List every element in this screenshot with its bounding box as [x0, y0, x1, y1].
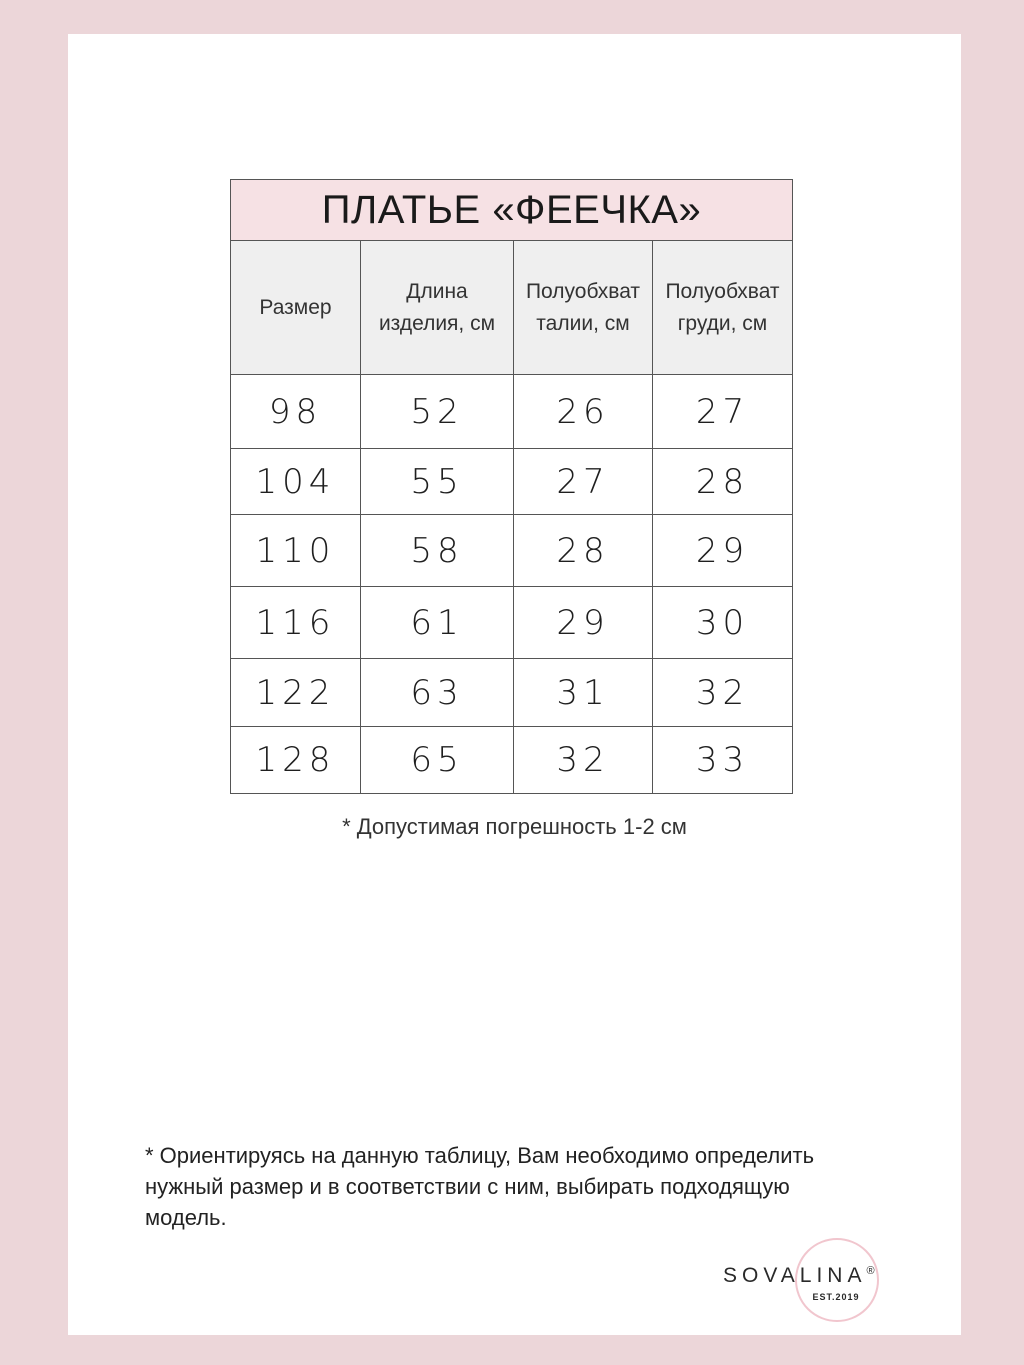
cell-length: 55 — [361, 449, 514, 515]
header-size-label: Размер — [259, 295, 332, 319]
table-row — [231, 515, 793, 587]
table-title: ПЛАТЬЕ «ФЕЕЧКА» — [231, 180, 793, 241]
cell-size: 128 — [231, 727, 361, 794]
cell-waist: 27 — [514, 449, 653, 515]
footnote — [145, 1140, 905, 1233]
header-waist-line1: Полуобхват — [525, 279, 641, 303]
header-size — [231, 241, 361, 375]
footnote-line: модель. — [145, 1205, 227, 1230]
footnote-line: * Ориентируясь на данную таблицу, Вам необходимо определить — [145, 1143, 815, 1168]
cell-waist: 32 — [514, 727, 653, 794]
footnote-line: нужный размер и в соответствии с ним, выбирать подходящую — [145, 1174, 790, 1199]
cell-chest: 33 — [653, 727, 793, 794]
cell-chest: 32 — [653, 659, 793, 727]
cell-size: 116 — [231, 587, 361, 659]
cell-chest: 28 — [653, 449, 793, 515]
cell-length: 65 — [361, 727, 514, 794]
table-row — [231, 587, 793, 659]
header-waist — [514, 241, 653, 375]
size-table — [230, 179, 793, 794]
table-row — [231, 727, 793, 794]
cell-size: 98 — [231, 375, 361, 449]
brand-logo — [723, 1234, 953, 1324]
cell-length: 52 — [361, 375, 514, 449]
cell-length: 61 — [361, 587, 514, 659]
logo-est: EST.2019 — [812, 1292, 860, 1302]
tolerance-note: * Допустимая погрешность 1-2 см — [342, 814, 687, 839]
cell-chest: 27 — [653, 375, 793, 449]
header-waist-line2: талии, см — [536, 311, 630, 335]
cell-chest: 29 — [653, 515, 793, 587]
cell-length: 63 — [361, 659, 514, 727]
cell-waist: 29 — [514, 587, 653, 659]
header-chest — [653, 241, 793, 375]
logo-name — [723, 1264, 953, 1288]
page-sheet — [68, 34, 961, 1335]
cell-waist: 31 — [514, 659, 653, 727]
cell-waist: 28 — [514, 515, 653, 587]
logo-name-text: SOVALINA — [723, 1264, 867, 1287]
cell-size: 104 — [231, 449, 361, 515]
cell-chest: 30 — [653, 587, 793, 659]
table-row — [231, 375, 793, 449]
cell-waist: 26 — [514, 375, 653, 449]
table-row — [231, 449, 793, 515]
header-chest-line2: груди, см — [677, 311, 768, 335]
cell-size: 122 — [231, 659, 361, 727]
registered-mark: ® — [866, 1265, 875, 1277]
cell-length: 58 — [361, 515, 514, 587]
header-chest-line1: Полуобхват — [665, 279, 780, 303]
header-row — [231, 241, 793, 375]
header-length-line2: изделия, см — [378, 311, 496, 335]
cell-size: 110 — [231, 515, 361, 587]
header-length — [361, 241, 514, 375]
header-length-line1: Длина — [406, 279, 468, 303]
table-row — [231, 659, 793, 727]
